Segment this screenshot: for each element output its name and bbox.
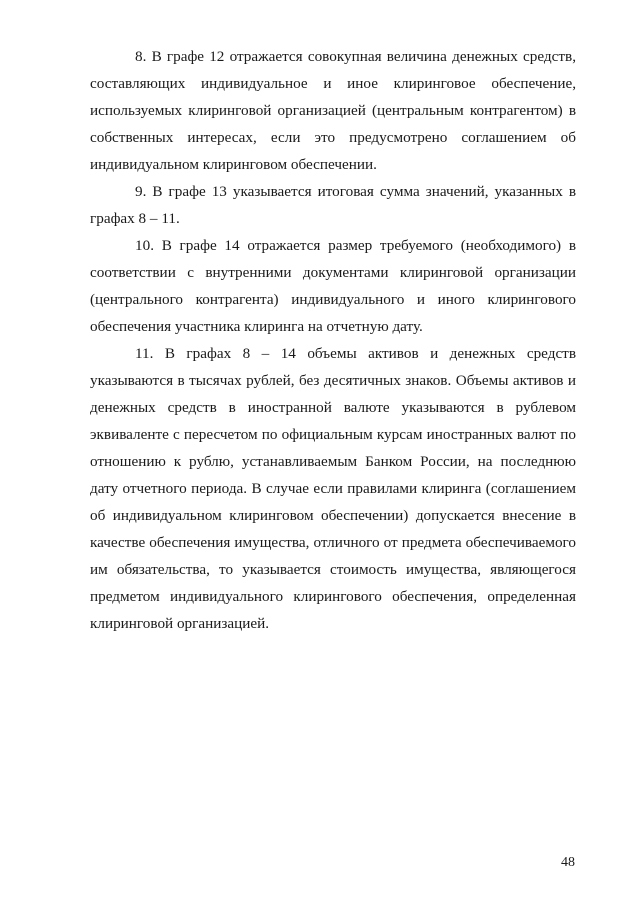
document-body bbox=[90, 43, 576, 637]
paragraph-8: 8. В графе 12 отражается совокупная величина денежных средств, составляющих индивидуальное и иное клиринговое обеспечение, используемых клиринговой организацией (центральным контрагентом) в собственных интересах, если это предусмотрено соглашением об индивидуальном клиринговом обеспечении. bbox=[90, 48, 576, 173]
paragraph-11: 11. В графах 8 – 14 объемы активов и денежных средств указываются в тысячах рублей, без десятичных знаков. Объемы активов и денежных средств в иностранной валюте указываются в рублевом эквиваленте с пересчетом по официальным курсам иностранных валют по отношению к рублю, устанавливаемым Банком России, на последнюю дату отчетного периода. В случае если правилами клиринга (соглашением об индивидуальном клиринговом обеспечении) допускается внесение в качестве обеспечения имущества, отличного от предмета обеспечиваемого им обязательства, то указывается стоимость имущества, являющегося предметом индивидуального клирингового обеспечения, определенная клиринговой организацией. bbox=[90, 345, 576, 632]
page-number: 48 bbox=[561, 855, 575, 870]
paragraph-10: 10. В графе 14 отражается размер требуемого (необходимого) в соответствии с внутренними документами клиринговой организации (центрального контрагента) индивидуального и иного клирингового обеспечения участника клиринга на отчетную дату. bbox=[90, 237, 576, 335]
paragraph-9: 9. В графе 13 указывается итоговая сумма значений, указанных в графах 8 – 11. bbox=[90, 183, 576, 227]
